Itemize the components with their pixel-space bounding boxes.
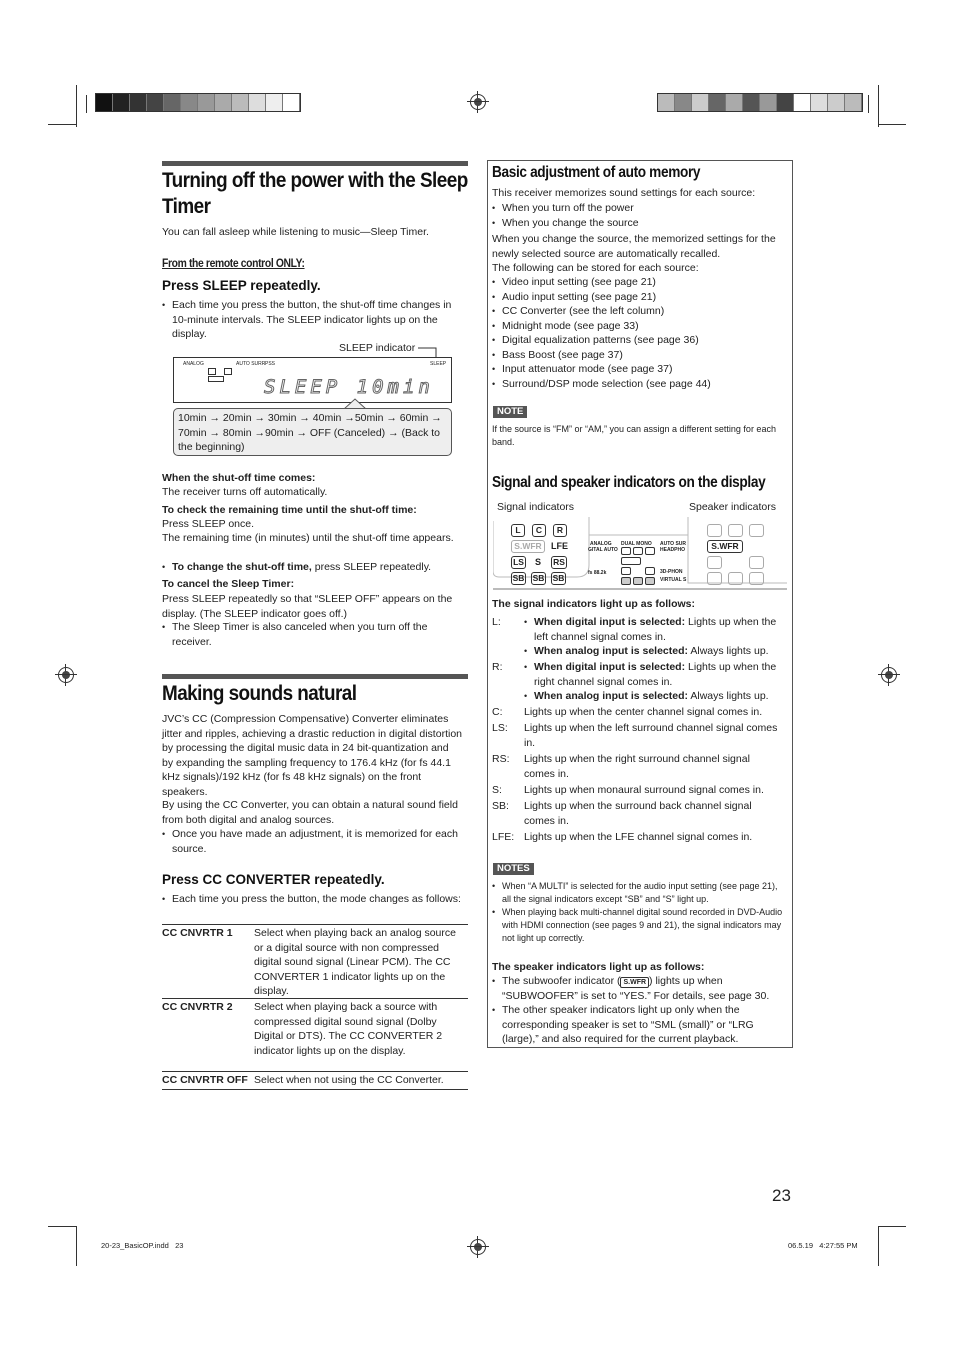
- list-item: • Digital equalization patterns (see page 36): [492, 333, 788, 348]
- cc-mode-key: CC CNVRTR OFF: [162, 1074, 248, 1086]
- panel-analog-text: ANALOG: [590, 541, 612, 547]
- memory-para: When you change the source, the memorized settings for the newly selected source are automatically recalled.: [492, 233, 776, 260]
- signal-key: SB:: [492, 800, 509, 812]
- footer-left: 20-23_BasicOP.indd 23: [101, 1241, 184, 1250]
- sleep-intro: You can fall asleep while listening to music—Sleep Timer.: [162, 226, 429, 238]
- sleep-title-line1: Turning off the power with the Sleep: [162, 169, 468, 192]
- natural-para1: JVC’s CC (Compression Compensative) Converter eliminates jitter and ripples, achieving a drastic reduction in digital distortion by processing the digital music data in 24 bit-quantization and by expanding the sampling frequency to 176.4 kHz (for fs 44.1 kHz signals)/192 kHz (for fs 48 kHz signals) on the front speakers.: [162, 713, 462, 798]
- cc-mode-desc: Select when not using the CC Converter.: [254, 1074, 444, 1086]
- panel-3dphon-text: 3D-PHON: [660, 569, 683, 575]
- change-bold: To change the shut-off time,: [172, 561, 312, 573]
- speaker-list: [492, 974, 782, 1047]
- signal-indicators-label: Signal indicators: [497, 501, 575, 513]
- registration-mark-icon: [58, 667, 74, 683]
- panel-fs-text: fs 88.2k: [588, 570, 607, 576]
- check-text1: Press SLEEP once.: [162, 518, 255, 530]
- notes-label: NOTES: [493, 863, 534, 875]
- panel-mini-indicators: [621, 547, 655, 585]
- crop-mark: [878, 85, 879, 127]
- panel-dualmono-text: DUAL MONO: [621, 541, 652, 547]
- check-text2: The remaining time (in minutes) until the shut-off time appears.: [162, 532, 454, 544]
- signal-key: C:: [492, 706, 503, 718]
- spk-l-indicator: [707, 524, 722, 537]
- cc-mode-desc: Select when playing back an analog source or a digital source with non compressed digital sound signal (Linear PCM). The CC CONVERTER 1 indicator lights up on the display.: [254, 927, 456, 997]
- list-item: • CC Converter (see the left column): [492, 304, 788, 319]
- signal-title: Signal and speaker indicators on the display: [492, 474, 766, 491]
- press-sleep-title: Press SLEEP repeatedly.: [162, 278, 321, 293]
- natural-list: [162, 827, 462, 856]
- sig-l-indicator: L: [511, 524, 525, 537]
- l-key: L:: [492, 616, 501, 628]
- r-key: R:: [492, 661, 503, 673]
- list-item: • When you turn off the power: [492, 201, 788, 216]
- spk1-text-a: The subwoofer indicator (: [502, 975, 621, 987]
- lcd-pss-text: PSS: [265, 361, 276, 367]
- l-dig-text: Lights up when the left channel signal comes in.: [534, 616, 777, 643]
- sig-s-indicator: S: [535, 557, 542, 567]
- list-item: • Bass Boost (see page 37): [492, 348, 788, 363]
- lcd-l-icon: [208, 368, 216, 375]
- spk-c-indicator: [728, 524, 743, 537]
- spk-sb-indicator: [728, 572, 743, 585]
- signal-text: Lights up when monaural surround signal comes in.: [524, 784, 764, 796]
- list-item: • Each time you press the button, the mode changes as follows:: [162, 892, 462, 907]
- memory-stored-list: [492, 275, 788, 391]
- r-dig-text: Lights up when the right channel signal comes in.: [534, 661, 777, 688]
- list-item: [524, 660, 786, 689]
- cc-mode-row: [162, 1071, 468, 1090]
- section-bar: [162, 674, 468, 679]
- memory-title: Basic adjustment of auto memory: [492, 164, 701, 181]
- cc-step-list: [162, 892, 462, 907]
- registration-mark-icon: [470, 94, 486, 110]
- r-list: [524, 660, 786, 704]
- list-item: • Each time you press the button, the shut-off time changes in 10-minute intervals. The SLEEP indicator lights up on the display.: [162, 298, 468, 342]
- memory-intro: This receiver memorizes sound settings for each source:: [492, 187, 756, 199]
- panel-autosur-text: AUTO SUR: [660, 541, 687, 547]
- sig-c-indicator: C: [532, 524, 546, 537]
- r-ana-text: Always lights up.: [688, 690, 769, 702]
- signal-key: S:: [492, 784, 502, 796]
- r-ana-bold: When analog input is selected:: [534, 690, 689, 702]
- signal-key: RS:: [492, 753, 510, 765]
- cancel-list: [162, 620, 452, 649]
- cancel-text: Press SLEEP repeatedly so that “SLEEP OFF” appears on the display. (The SLEEP indicator goes off.): [162, 593, 453, 620]
- list-item: [524, 615, 786, 644]
- l-ana-bold: When analog input is selected:: [534, 645, 689, 657]
- note-label: NOTE: [493, 406, 527, 418]
- signal-text: Lights up when the left surround channel signal comes in.: [524, 722, 778, 749]
- signal-key: LS:: [492, 722, 508, 734]
- natural-para2: By using the CC Converter, you can obtain a natural sound field from both digital and analog sources.: [162, 799, 458, 826]
- spk1-text-b: ) lights up when “SUBWOOFER” is set to “YES.” For details, see page 30.: [502, 975, 770, 1002]
- crop-mark: [878, 1226, 906, 1227]
- sleep-title-line2: Timer: [162, 195, 211, 218]
- list-item: • Midnight mode (see page 33): [492, 319, 788, 334]
- note-text: If the source is “FM” or “AM,” you can assign a different setting for each band.: [492, 424, 776, 447]
- color-bar-left: [95, 93, 301, 112]
- l-ana-text: Always lights up.: [688, 645, 769, 657]
- sig-ls-indicator: LS: [511, 556, 526, 569]
- sleep-indicator-label: SLEEP indicator: [339, 342, 416, 354]
- list-item: • Video input setting (see page 21): [492, 275, 788, 290]
- signal-text: Lights up when the LFE channel signal comes in.: [524, 831, 753, 843]
- cc-mode-row: [162, 924, 468, 998]
- list-item: [524, 644, 786, 659]
- signal-text: Lights up when the surround back channel signal comes in.: [524, 800, 752, 827]
- swfr-inline-icon: S.WFR: [620, 977, 649, 988]
- sig-r-indicator: R: [553, 524, 567, 537]
- press-cc-title: Press CC CONVERTER repeatedly.: [162, 872, 385, 887]
- spk-sb-indicator: [749, 572, 764, 585]
- spk-sb-indicator: [707, 572, 722, 585]
- lcd-sleep-text: SLEEP: [430, 361, 447, 367]
- registration-mark-icon: [881, 667, 897, 683]
- panel-virtual-text: VIRTUAL S: [660, 577, 687, 583]
- crop-mark: [48, 124, 76, 125]
- lcd-main-text: SLEEP 10min: [264, 376, 434, 398]
- list-item: • The other speaker indicators light up only when the corresponding speaker is set to “SML (small)” or “LRG (large),” and also required for the current playback.: [492, 1003, 782, 1047]
- list-item: • Surround/DSP mode selection (see page 44): [492, 377, 788, 392]
- crop-mark: [76, 1226, 77, 1266]
- speaker-lights-title: The speaker indicators light up as follows:: [492, 961, 705, 973]
- spk-r-indicator: [749, 524, 764, 537]
- memory-when-list: [492, 201, 788, 230]
- section-bar: [162, 161, 468, 166]
- sleep-sequence-box: 10min → 20min → 30min → 40min →50min → 60min → 70min → 80min →90min → OFF (Canceled) → (Back to the beginning): [173, 408, 452, 456]
- cancel-title: To cancel the Sleep Timer:: [162, 578, 295, 590]
- shutoff-text: The receiver turns off automatically.: [162, 486, 328, 498]
- list-item: • When “A MULTI” is selected for the audio input setting (see page 21), all the signal indicators except “SB” and “S” light up.: [492, 880, 788, 906]
- signal-text: Lights up when the center channel signal comes in.: [524, 706, 763, 718]
- lcd-display: [173, 357, 452, 403]
- lcd-r-icon: [224, 368, 232, 375]
- spk-ls-indicator: [707, 556, 722, 569]
- notes-list: [492, 880, 788, 945]
- indicator-diagram: [493, 515, 787, 591]
- signal-text: Lights up when the right surround channel signal comes in.: [524, 753, 750, 780]
- signal-key: LFE:: [492, 831, 515, 843]
- cc-mode-key: CC CNVRTR 2: [162, 1001, 233, 1013]
- crop-mark: [878, 1226, 879, 1266]
- page-number: 23: [772, 1186, 791, 1205]
- signal-lights-title: The signal indicators light up as follows:: [492, 598, 696, 610]
- natural-title: Making sounds natural: [162, 682, 357, 705]
- sig-sb-indicator: SB: [532, 573, 545, 583]
- speaker-indicators-label: Speaker indicators: [689, 501, 776, 513]
- sig-sb-indicator: SB: [552, 573, 565, 583]
- l-list: [524, 615, 786, 659]
- crop-mark: [76, 85, 77, 127]
- crop-mark: [48, 1226, 76, 1227]
- list-item: • When playing back multi-channel digital sound recorded in DVD-Audio with HDMI connection (see pages 9 and 21), the signal indicators may not light up correctly.: [492, 906, 788, 945]
- crop-mark: [86, 95, 87, 113]
- list-item: [162, 560, 468, 575]
- lcd-analog-text: ANALOG: [183, 361, 204, 367]
- list-item: • Once you have made an adjustment, it is memorized for each source.: [162, 827, 462, 856]
- shutoff-title: When the shut-off time comes:: [162, 472, 316, 484]
- l-dig-bold: When digital input is selected:: [534, 616, 686, 628]
- footer-right: 06.5.19 4:27:55 PM: [788, 1241, 858, 1250]
- crop-mark: [878, 124, 906, 125]
- sig-lfe-indicator: LFE: [551, 541, 568, 551]
- memory-stored-intro: The following can be stored for each source:: [492, 262, 699, 274]
- list-item: • Input attenuator mode (see page 37): [492, 362, 788, 377]
- list-item: [492, 974, 782, 1003]
- r-dig-bold: When digital input is selected:: [534, 661, 686, 673]
- list-item: • The Sleep Timer is also canceled when you turn off the receiver.: [162, 620, 452, 649]
- change-list: [162, 560, 468, 575]
- remote-only-label: From the remote control ONLY:: [162, 258, 305, 270]
- lcd-autosurr-text: AUTO SURR: [236, 361, 266, 367]
- spk-rs-indicator: [749, 556, 764, 569]
- color-bar-right: [657, 93, 863, 112]
- list-item: • Audio input setting (see page 21): [492, 290, 788, 305]
- panel-gitalauto-text: GITAL AUTO: [588, 547, 618, 553]
- check-title: To check the remaining time until the shut-off time:: [162, 504, 417, 516]
- panel-headpho-text: HEADPHO: [660, 547, 686, 553]
- list-item: • When you change the source: [492, 216, 788, 231]
- sig-rs-indicator: RS: [551, 556, 567, 569]
- registration-mark-icon: [470, 1239, 486, 1255]
- crop-mark: [868, 95, 869, 113]
- cc-mode-key: CC CNVRTR 1: [162, 927, 233, 939]
- lcd-swfr-icon: [208, 376, 224, 382]
- sig-sb-indicator: SB: [512, 573, 525, 583]
- cc-mode-row: [162, 998, 468, 1072]
- spk-swfr-indicator: S.WFR: [707, 540, 743, 553]
- list-item: [524, 689, 786, 704]
- cc-mode-desc: Select when playing back a source with compressed digital sound signal (Dolby Digital or DTS). The CC CONVERTER 2 indicator lights up on the display.: [254, 1001, 443, 1057]
- sleep-step-list: [162, 298, 468, 342]
- change-text: press SLEEP repeatedly.: [311, 561, 432, 573]
- sig-swfr-indicator: S.WFR: [511, 540, 545, 553]
